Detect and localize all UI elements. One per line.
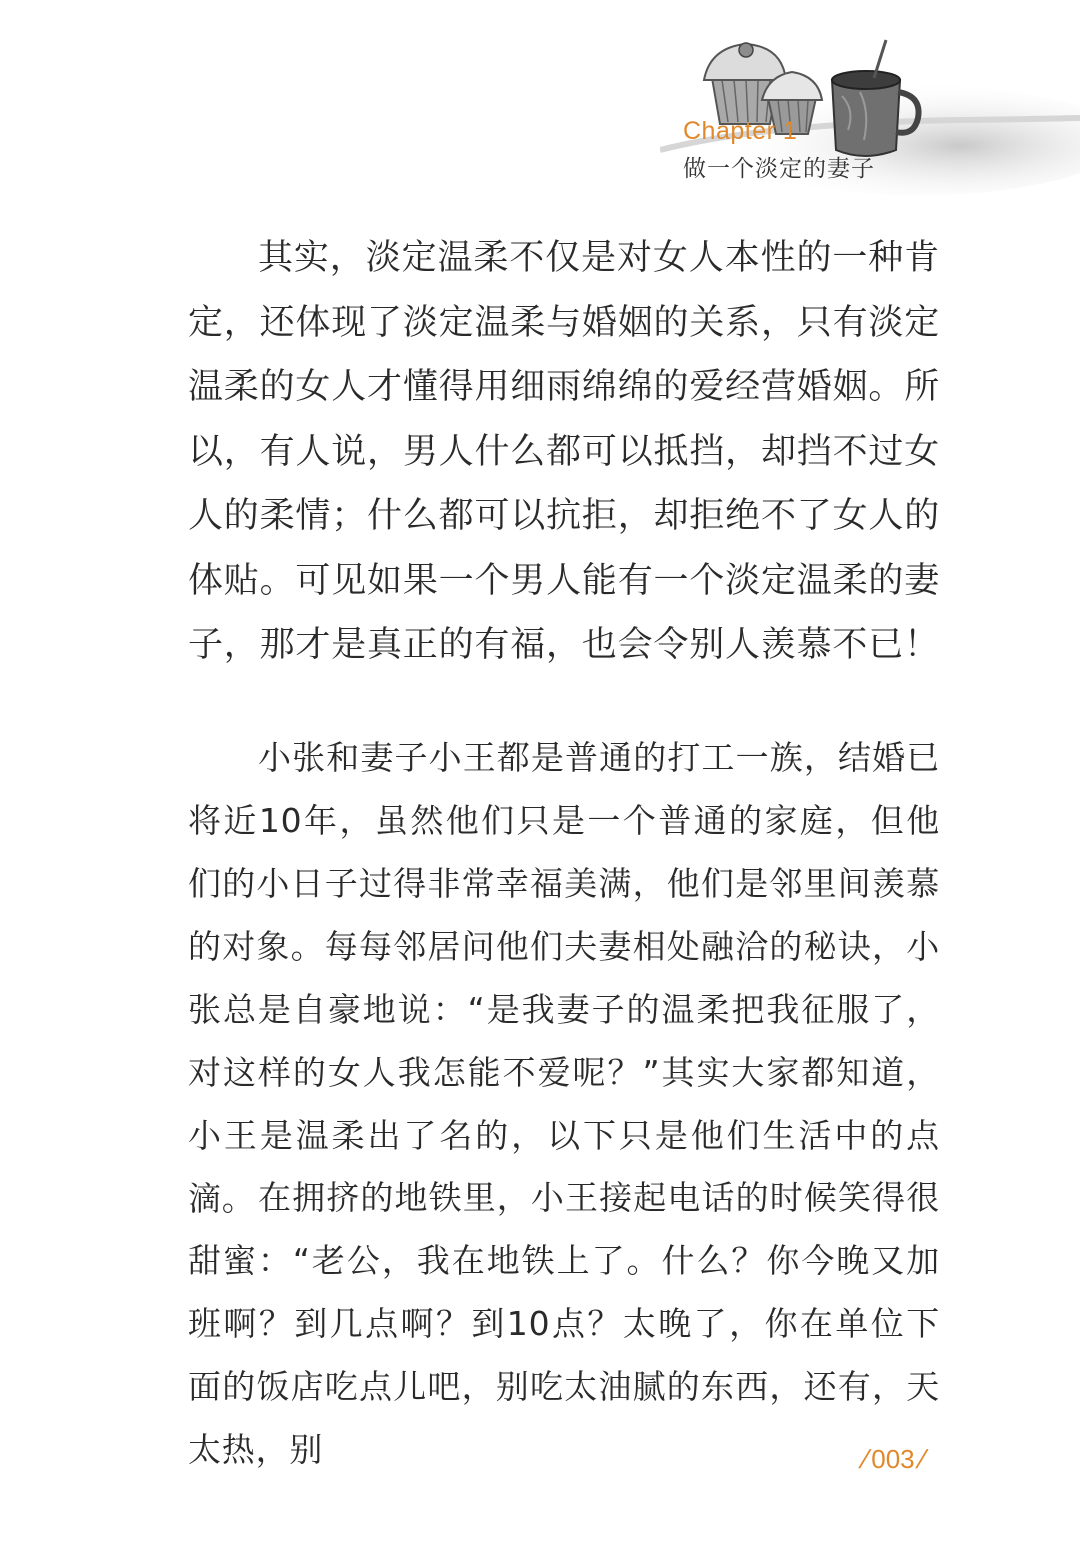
slash-decoration: / xyxy=(912,1444,930,1474)
chapter-title: 做一个淡定的妻子 xyxy=(683,156,875,182)
page-number-value: 003 xyxy=(871,1444,915,1474)
body-paragraph: 其实，淡定温柔不仅是对女人本性的一种肯定，还体现了淡定温柔与婚姻的关系，只有淡定温柔的女人才懂得用细雨绵绵的爱经营婚姻。所以，有人说，男人什么都可以抵挡，却挡不过女人的柔情；什么都可以抗拒，却拒绝不了女人的体贴。可见如果一个男人能有一个淡定温柔的妻子，那才是真正的有福，也会令别人羡慕不已！ xyxy=(188,238,940,665)
chapter-number: Chapter 1 xyxy=(683,117,798,145)
body-paragraph: 在拥挤的地铁里，小王接起电话的时候笑得很甜蜜：“老公，我在地铁上了。什么？你今晚又加班啊？到几点啊？到10点？太晚了，你在单位下面的饭店吃点儿吧，别吃太油腻的东西，还有，天太热，别 xyxy=(188,1178,940,1469)
slash-decoration: / xyxy=(856,1444,874,1474)
body-paragraph: 小张和妻子小王都是普通的打工一族，结婚已将近10年，虽然他们只是一个普通的家庭，但他们的小日子过得非常幸福美满，他们是邻里间羡慕的对象。每每邻居问他们夫妻相处融洽的秘诀，小张总是自豪地说：“是我妻子的温柔把我征服了，对这样的女人我怎能不爱呢？”其实大家都知道，小王是温柔出了名的，以下只是他们生活中的点滴。 xyxy=(188,738,940,1218)
page-number xyxy=(858,1444,928,1475)
